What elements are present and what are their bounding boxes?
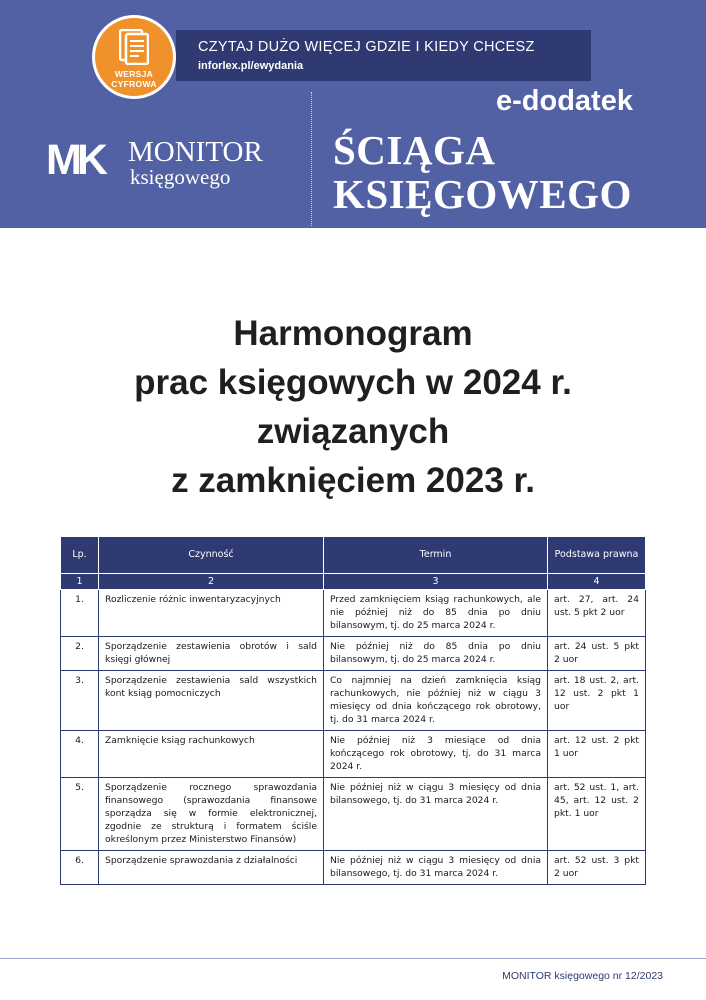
document-title-line1: Harmonogram xyxy=(233,314,473,353)
brand-ksiegowego: księgowego xyxy=(130,165,231,189)
table-row xyxy=(61,778,646,851)
row-number: 5. xyxy=(61,778,99,851)
tablet-icon xyxy=(119,29,149,70)
promo-bar[interactable] xyxy=(176,30,591,81)
row-activity: Sporządzenie zestawienia obrotów i sald księgi głównej xyxy=(99,637,324,671)
row-activity: Sporządzenie sprawozdania z działalności xyxy=(99,851,324,885)
badge-label-line2: CYFROWA xyxy=(111,79,157,89)
row-number: 3. xyxy=(61,671,99,731)
e-dodatek-label: e-dodatek xyxy=(496,85,633,117)
publication-title-line2: KSIĘGOWEGO xyxy=(333,171,632,217)
row-activity: Sporządzenie rocznego sprawozdania finansowego (sprawozdania finansowe sporządza się w formie elektronicznej, zgodnie ze strukturą i formatem ściśle określonym przez Ministerstwo Finansów) xyxy=(99,778,324,851)
column-number: 4 xyxy=(548,574,646,590)
promo-title: CZYTAJ DUŻO WIĘCEJ GDZIE I KIEDY CHCESZ xyxy=(198,39,535,55)
column-header-deadline: Termin xyxy=(324,537,548,574)
table-row xyxy=(61,671,646,731)
brand-monitor: MONITOR xyxy=(128,136,263,168)
promo-url-link[interactable]: inforlex.pl/ewydania xyxy=(198,60,304,72)
row-legal-basis: art. 52 ust. 1, art. 45, art. 12 ust. 2 pkt. 1 uor xyxy=(548,778,646,851)
row-deadline: Co najmniej na dzień zamknięcia ksiąg rachunkowych, nie później niż w ciągu 3 miesięcy od dnia kończącego rok obrotowy, tj. do 31 marca 2024 r. xyxy=(324,671,548,731)
table-header-row xyxy=(61,537,646,574)
document-title-line4: z zamknięciem 2023 r. xyxy=(171,461,535,500)
row-legal-basis: art. 24 ust. 5 pkt 2 uor xyxy=(548,637,646,671)
digital-version-badge[interactable] xyxy=(92,15,176,99)
table-column-numbers-row xyxy=(61,574,646,590)
column-number: 3 xyxy=(324,574,548,590)
row-number: 2. xyxy=(61,637,99,671)
row-deadline: Przed zamknięciem ksiąg rachunkowych, ale nie później niż do 85 dnia po dniu bilansowym, tj. do 25 marca 2024 r. xyxy=(324,590,548,637)
row-deadline: Nie później niż do 85 dnia po dniu bilansowym, tj. do 25 marca 2024 r. xyxy=(324,637,548,671)
mk-logo-mark: MK xyxy=(46,136,103,184)
column-header-basis: Podstawa prawna xyxy=(548,537,646,574)
header-divider xyxy=(311,92,312,226)
footer-divider xyxy=(0,958,706,959)
row-legal-basis: art. 27, art. 24 ust. 5 pkt 2 uor xyxy=(548,590,646,637)
table-row xyxy=(61,731,646,778)
row-number: 6. xyxy=(61,851,99,885)
column-number: 2 xyxy=(99,574,324,590)
table-row xyxy=(61,590,646,637)
row-number: 4. xyxy=(61,731,99,778)
schedule-table xyxy=(60,536,646,885)
footer-issue-label: MONITOR księgowego nr 12/2023 xyxy=(502,970,663,982)
column-header-lp: Lp. xyxy=(61,537,99,574)
table-row xyxy=(61,851,646,885)
document-title xyxy=(0,309,706,505)
row-number: 1. xyxy=(61,590,99,637)
document-title-line2: prac księgowych w 2024 r. xyxy=(134,363,572,402)
row-legal-basis: art. 52 ust. 3 pkt 2 uor xyxy=(548,851,646,885)
row-deadline: Nie później niż w ciągu 3 miesięcy od dnia bilansowego, tj. do 31 marca 2024 r. xyxy=(324,778,548,851)
row-activity: Sporządzenie zestawienia sald wszystkich kont ksiąg pomocniczych xyxy=(99,671,324,731)
publication-title xyxy=(333,128,632,216)
header-banner xyxy=(0,0,706,228)
document-title-line3: związanych xyxy=(256,412,450,451)
row-legal-basis: art. 12 ust. 2 pkt 1 uor xyxy=(548,731,646,778)
row-deadline: Nie później niż w ciągu 3 miesięcy od dnia bilansowego, tj. do 31 marca 2024 r. xyxy=(324,851,548,885)
row-activity: Zamknięcie ksiąg rachunkowych xyxy=(99,731,324,778)
publication-title-line1: ŚCIĄGA xyxy=(333,127,496,173)
row-legal-basis: art. 18 ust. 2, art. 12 ust. 2 pkt 1 uor xyxy=(548,671,646,731)
column-header-activity: Czynność xyxy=(99,537,324,574)
badge-label-line1: WERSJA xyxy=(114,69,154,79)
table-row xyxy=(61,637,646,671)
row-deadline: Nie później niż 3 miesiące od dnia kończącego rok obrotowy, tj. do 31 marca 2024 r. xyxy=(324,731,548,778)
column-number: 1 xyxy=(61,574,99,590)
row-activity: Rozliczenie różnic inwentaryzacyjnych xyxy=(99,590,324,637)
